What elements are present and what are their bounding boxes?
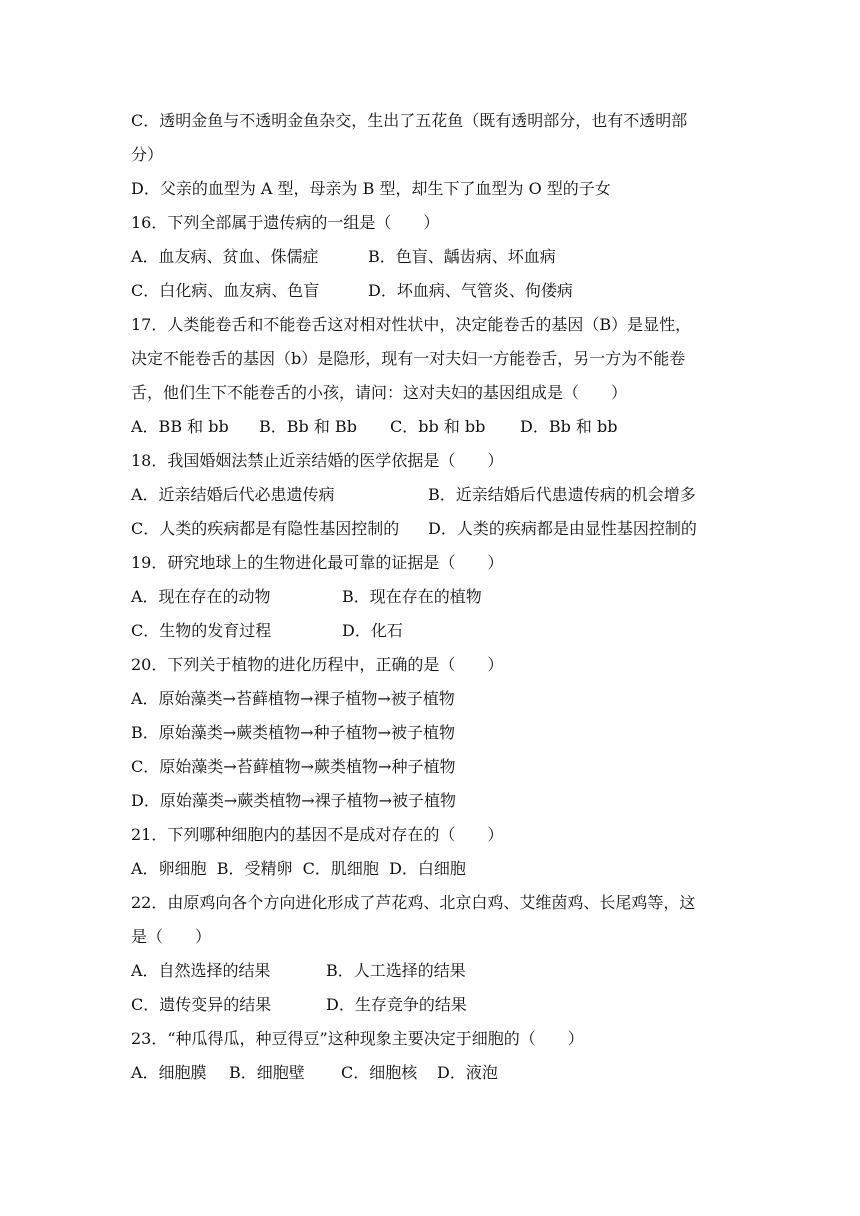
q23-option-c: C．细胞核	[341, 1063, 418, 1082]
q19-options-ab	[131, 580, 731, 614]
q21-options: A．卵细胞 B．受精卵 C．肌细胞 D．白细胞	[131, 859, 466, 878]
q19-option-b: B．现在存在的植物	[342, 587, 482, 606]
q15-option-c-line1: C．透明金鱼与不透明金鱼杂交，生出了五花鱼（既有透明部分，也有不透明部	[131, 111, 688, 130]
question-17-line3: 舌，他们生下不能卷舌的小孩，请问：这对夫妇的基因组成是（ ）	[131, 383, 628, 402]
q16-option-d: D．坏血病、气管炎、佝偻病	[368, 281, 573, 300]
q22-options-ab	[131, 954, 731, 988]
q23-option-b: B．细胞壁	[229, 1063, 305, 1082]
q19-option-c: C．生物的发育过程	[131, 621, 272, 640]
q20-option-a: A．原始藻类→苔藓植物→裸子植物→被子植物	[131, 689, 455, 708]
q17-option-d: D．Bb 和 bb	[520, 417, 618, 436]
q19-option-d: D．化石	[342, 621, 403, 640]
q16-option-c: C．白化病、血友病、色盲	[131, 281, 320, 300]
question-19: 19．研究地球上的生物进化最可靠的证据是（ ）	[131, 553, 504, 572]
q20-option-d: D．原始藻类→蕨类植物→裸子植物→被子植物	[131, 791, 457, 810]
q17-option-c: C．bb 和 bb	[390, 417, 486, 436]
q20-option-b: B．原始藻类→蕨类植物→种子植物→被子植物	[131, 723, 455, 742]
q23-options	[131, 1056, 731, 1090]
q18-option-c: C．人类的疾病都是有隐性基因控制的	[131, 519, 400, 538]
q16-option-b: B．色盲、龋齿病、坏血病	[368, 247, 556, 266]
question-17-line1: 17．人类能卷舌和不能卷舌这对相对性状中，决定能卷舌的基因（B）是显性，	[131, 315, 692, 334]
q18-options-ab	[131, 478, 731, 512]
q22-option-a: A．自然选择的结果	[131, 961, 271, 980]
q18-option-b: B．近亲结婚后代患遗传病的机会增多	[428, 485, 696, 504]
q16-options-cd	[131, 274, 731, 308]
q15-option-d: D．父亲的血型为 A 型，母亲为 B 型，却生下了血型为 O 型的子女	[131, 179, 611, 198]
q22-option-d: D．生存竞争的结果	[326, 995, 467, 1014]
question-22-line1: 22．由原鸡向各个方向进化形成了芦花鸡、北京白鸡、艾维茵鸡、长尾鸡等，这	[131, 893, 696, 912]
q17-option-a: A．BB 和 bb	[131, 417, 229, 436]
q19-option-a: A．现在存在的动物	[131, 587, 271, 606]
question-20: 20．下列关于植物的进化历程中，正确的是（ ）	[131, 655, 504, 674]
q18-options-cd	[131, 512, 731, 546]
q22-option-c: C．遗传变异的结果	[131, 995, 272, 1014]
q16-option-a: A．血友病、贫血、侏儒症	[131, 247, 319, 266]
question-18: 18．我国婚姻法禁止近亲结婚的医学依据是（ ）	[131, 451, 504, 470]
question-21: 21．下列哪种细胞内的基因不是成对存在的（ ）	[131, 825, 504, 844]
q22-option-b: B．人工选择的结果	[326, 961, 466, 980]
q19-options-cd	[131, 614, 731, 648]
q17-options	[131, 410, 731, 444]
q23-option-d: D．液泡	[437, 1063, 498, 1082]
question-list	[131, 104, 731, 1090]
question-17-line2: 决定不能卷舌的基因（b）是隐形，现有一对夫妇一方能卷舌，另一方为不能卷	[131, 349, 686, 368]
q15-option-c-line2: 分）	[131, 145, 164, 164]
q17-option-b: B．Bb 和 Bb	[259, 417, 357, 436]
question-22-line2: 是（ ）	[131, 927, 212, 946]
q22-options-cd	[131, 988, 731, 1022]
q18-option-d: D．人类的疾病都是由显性基因控制的	[428, 519, 697, 538]
q16-options-ab	[131, 240, 731, 274]
q23-option-a: A．细胞膜	[131, 1063, 207, 1082]
q20-option-c: C．原始藻类→苔藓植物→蕨类植物→种子植物	[131, 757, 456, 776]
q18-option-a: A．近亲结婚后代必患遗传病	[131, 485, 335, 504]
question-16: 16．下列全部属于遗传病的一组是（ ）	[131, 213, 440, 232]
question-23: 23．“种瓜得瓜，种豆得豆”这种现象主要决定于细胞的（ ）	[131, 1029, 584, 1048]
